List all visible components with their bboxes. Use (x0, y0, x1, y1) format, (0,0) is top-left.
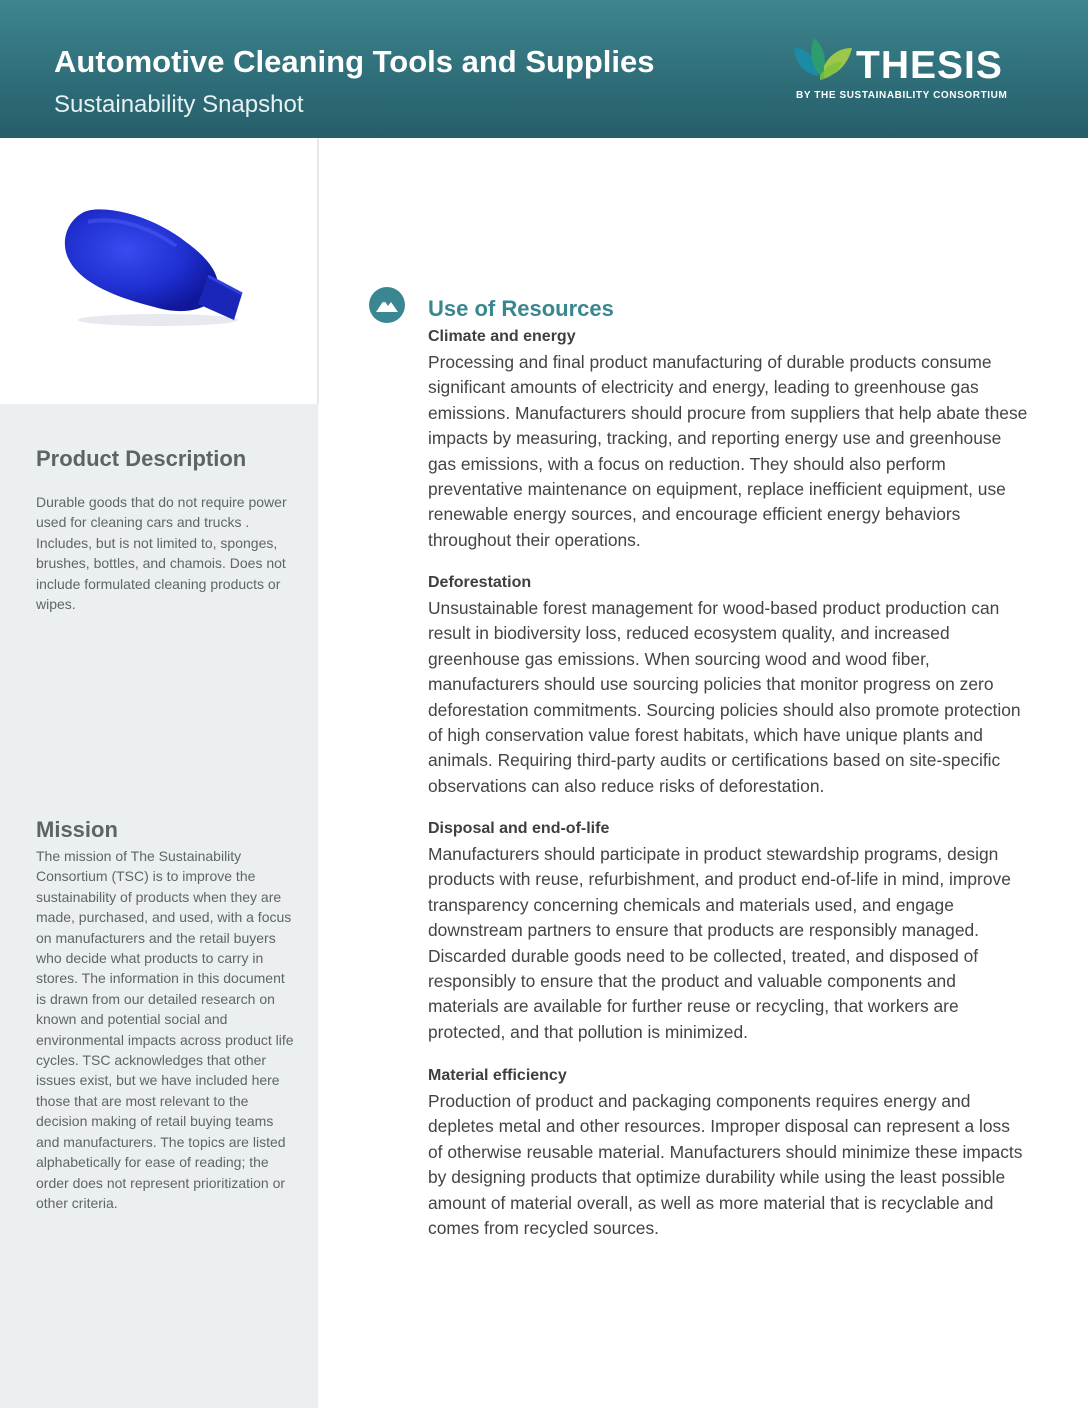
topic-deforestation (428, 572, 1028, 799)
topic-heading: Disposal and end-of-life (428, 820, 610, 837)
topic-heading: Material efficiency (428, 1067, 567, 1084)
topic-body: Unsustainable forest management for wood-based product production can result in biodiversity loss, reduced ecosystem quality, and increased greenhouse gas emissions. When sourcing wood and wood fiber, manufacturers should use sourcing policies that monitor progress on zero deforestation commitments. Sourcing policies should also promote protection of high conservation value forest habitats, which have unique plants and animals. Requiring third-party audits or certifications based on site-specific observations can also reduce risks of deforestation. (428, 598, 1021, 796)
topic-material-efficiency (428, 1065, 1028, 1241)
section-title: Use of Resources (428, 296, 614, 321)
topic-disposal-end-of-life (428, 818, 1028, 1045)
leaf-logo-icon (790, 36, 854, 86)
logo-wordmark: THESIS (856, 44, 1003, 87)
document-title: Automotive Cleaning Tools and Supplies (54, 44, 655, 79)
logo-tagline: BY THE SUSTAINABILITY CONSORTIUM (796, 90, 1008, 101)
topic-climate-energy (428, 326, 1028, 553)
product-description-text: Durable goods that do not require power used for cleaning cars and trucks . Includes, but is not limited to, sponges, brushes, bottles, and chamois. Does not include formulated cleaning products or wipes. (36, 494, 287, 613)
topic-body: Manufacturers should participate in product stewardship programs, design products with reuse, refurbishment, and product end-of-life in mind, improve transparency concerning chemicals and materials used, and engage downstream partners to ensure that products are responsibly managed. Discarded durable goods need to be collected, treated, and disposed of responsibly to ensure that the product and valuable components and materials are available for further reuse or recycling, that workers are protected, and that pollution is minimized. (428, 844, 1011, 1042)
topic-body: Processing and final product manufacturing of durable products consume significant amounts of electricity and energy, leading to greenhouse gas emissions. Manufacturers should procure from suppliers that help abate these impacts by measuring, tracking, and reporting energy use and greenhouse gas emissions, with a focus on reduction. They should also perform preventative maintenance on equipment, replace inefficient equipment, use renewable energy sources, and encourage efficient energy behaviors throughout their operations. (428, 352, 1028, 550)
mission-heading: Mission (36, 817, 118, 842)
topic-heading: Climate and energy (428, 328, 576, 345)
document-subtitle: Sustainability Snapshot (54, 91, 304, 118)
mission-text: The mission of The Sustainability Consortium (TSC) is to improve the sustainability of products when they are made, purchased, and used, with a focus on manufacturers and the retail buyers who decide what products to carry in stores. The information in this document is drawn from our detailed research on known and potential social and environmental impacts across product life cycles. TSC acknowledges that other issues exist, but we have included here those that are most relevant to the decision making of retail buying teams and manufacturers. The topics are listed alphabetically for ease of reading; the order does not represent prioritization or other criteria. (36, 848, 294, 1211)
column-divider (317, 138, 319, 404)
product-description-heading: Product Description (36, 446, 247, 471)
topic-body: Production of product and packaging components requires energy and depletes metal and other resources. Improper disposal can represent a loss of otherwise reusable material. Manufacturers should minimize these impacts by designing products that optimize durability while using the least possible amount of material overall, as well as more material that is recyclable and comes from recycled sources. (428, 1091, 1023, 1239)
header-banner (0, 0, 1088, 138)
wash-mitt-image (58, 198, 258, 328)
mountain-icon (368, 286, 406, 324)
topic-heading: Deforestation (428, 574, 532, 591)
thesis-logo (790, 36, 1030, 106)
